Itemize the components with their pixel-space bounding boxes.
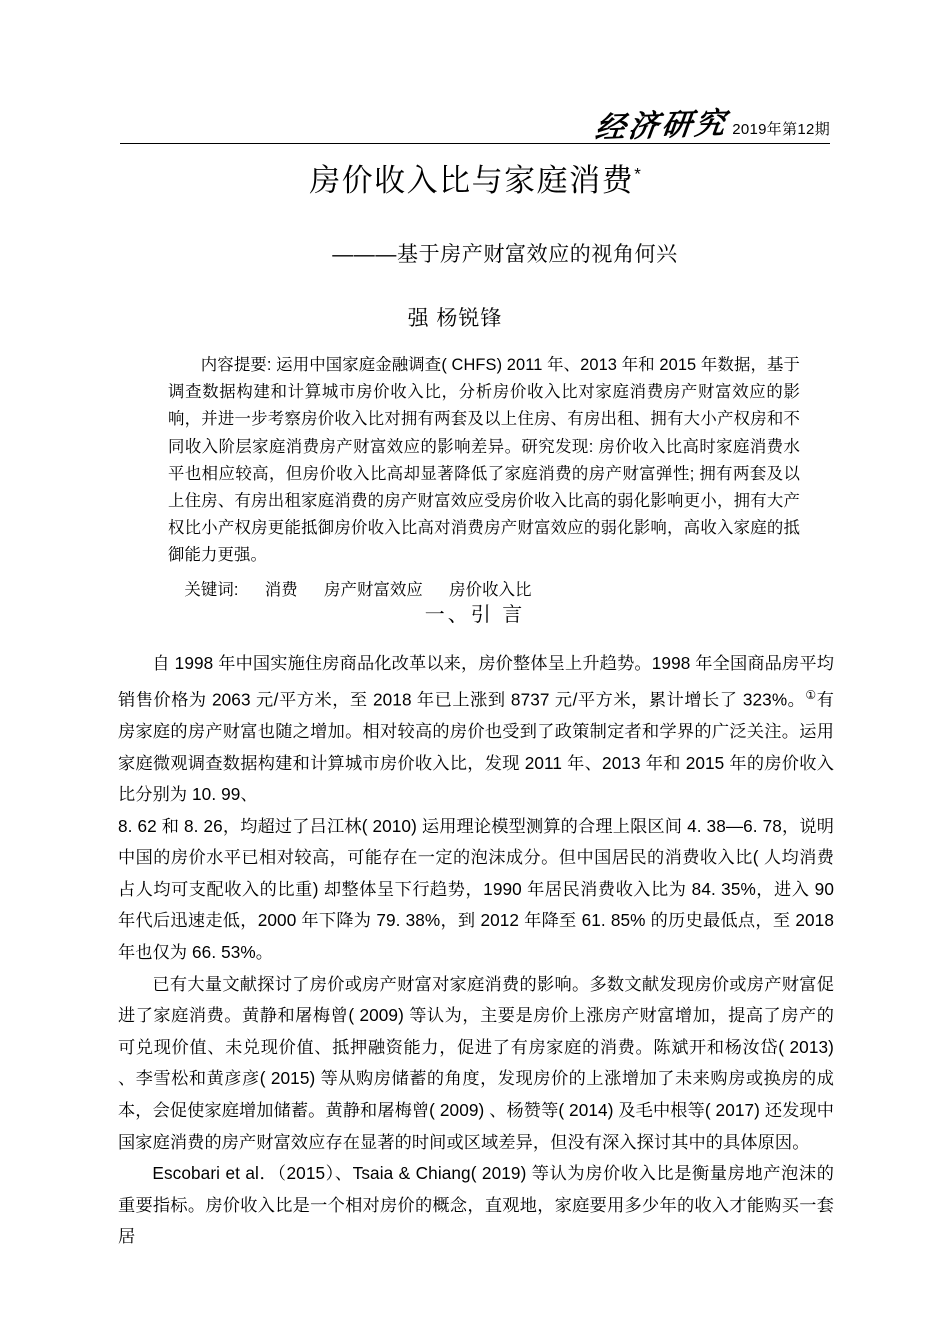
abstract-block <box>168 352 800 604</box>
section-heading: 一、引 言 <box>424 604 526 626</box>
issue-label: 2019年第12期 <box>732 121 830 138</box>
body-text <box>118 648 834 1253</box>
paragraph: 已有大量文献探讨了房价或房产财富对家庭消费的影响。多数文献发现房价或房产财富促进了家庭消费。黄静和屠梅曾( 2009) 等认为，主要是房价上涨房产财富增加，提高了房产的可兑现价值、未兑现价值、抵押融资能力，促进了有房家庭的消费。陈斌开和杨汝岱( 2013) 、李雪松和黄彦彦( 2015) 等从购房储蓄的角度，发现房价的上涨增加了未来购房或换房的成本，会促使家庭增加储蓄。黄静和屠梅曾( 2009) 、杨赞等( 2014) 及毛中根等( 2017) 还发现中国家庭消费的房产财富效应存在显著的时间或区域差异，但没有深入探讨其中的具体原因。 <box>118 973 835 1152</box>
page-title <box>120 162 830 201</box>
paragraph: 8. 62 和 8. 26，均超过了吕江林( 2010) 运用理论模型测算的合理上限区间 4. 38—6. 78，说明中国的房价水平已相对较高，可能存在一定的泡沫成分。但中国居民的消费收入比( 人均消费占人均可支配收入的比重) 却整体呈下行趋势，1990 年居民消费收入比为 84. 35%，进入 90 年代后迅速走低，2000 年下降为 79. 38%，到 2012 年降至 61. 85% 的历史最低点，至 2018 年也仅为 66. 53%。 <box>118 815 834 963</box>
paragraph: 自 1998 年中国实施住房商品化改革以来，房价整体呈上升趋势。1998 年全国商品房平均销售价格为 2063 元/平方米，至 2018 年已上涨到 8737 元/平方米，累计增长了 323%。①有房家庭的房产财富也随之增加。相对较高的房价也受到了政策制定者和学界的广泛关注。运用家庭微观调查数据构建和计算城市房价收入比，发现 2011 年、2013 年和 2015 年的房价收入比分别为 10. 99、 <box>118 653 835 805</box>
header-divider <box>120 143 830 144</box>
keywords-label: 关键词: <box>184 580 239 599</box>
author-list: 强 杨锐锋 <box>407 307 503 331</box>
keyword-item: 消费 <box>264 580 298 599</box>
keyword-item: 房价收入比 <box>449 580 532 599</box>
header-inner <box>120 96 830 146</box>
title-footnote-mark: * <box>634 164 641 184</box>
title-text: 房价收入比与家庭消费 <box>309 163 635 198</box>
footnote-ref: ① <box>805 687 817 702</box>
abstract-text: 内容提要: 运用中国家庭金融调查( CHFS) 2011 年、2013 年和 2015 年数据，基于调查数据构建和计算城市房价收入比，分析房价收入比对家庭消费房产财富效应的影响，并进一步考察房价收入比对拥有两套及以上住房、有房出租、拥有大小产权房和不同收入阶层家庭消费房产财富效应的影响差异。研究发现: 房价收入比高时家庭消费水平也相应较高，但房价收入比高却显著降低了家庭消费的房产财富弹性; 拥有两套及以上住房、有房出租家庭消费的房产财富效应受房价收入比高的弱化影响更小，拥有大产权比小产权房更能抵御房价收入比高对消费房产财富效应的弱化影响，高收入家庭的抵御能力更强。 <box>168 356 800 565</box>
keyword-item: 房产财富效应 <box>323 580 423 599</box>
document-subtitle: ———基于房产财富效应的视角何兴 <box>332 242 678 266</box>
paragraph: Escobari et al．（2015）、Tsaia & Chiang( 2019) 等认为房价收入比是衡量房地产泡沫的重要指标。房价收入比是一个相对房价的概念，直观地，家庭要用多少年的收入才能购买一套居 <box>118 1163 834 1247</box>
page-header <box>120 96 830 144</box>
title-block <box>120 162 830 332</box>
journal-logo: 经济研究 <box>593 107 731 146</box>
paragraph-part: 自 1998 年中国实施住房商品化改革以来，房价整体呈上升趋势。1998 年全国商品房平均销售价格为 2063 元/平方米，至 2018 年已上涨到 8737 元/平方米，累计增长了 323% <box>118 653 834 710</box>
paragraph-part: 有房家庭的房产财富也随之增加。相对较高的房价也受到了政策制定者和学界的广泛关注。运用家庭微观调查数据构建和计算城市房价收入比，发现 2011 年、2013 年和 2015 年的房价收入比分别为 10. 99、 <box>118 689 835 805</box>
